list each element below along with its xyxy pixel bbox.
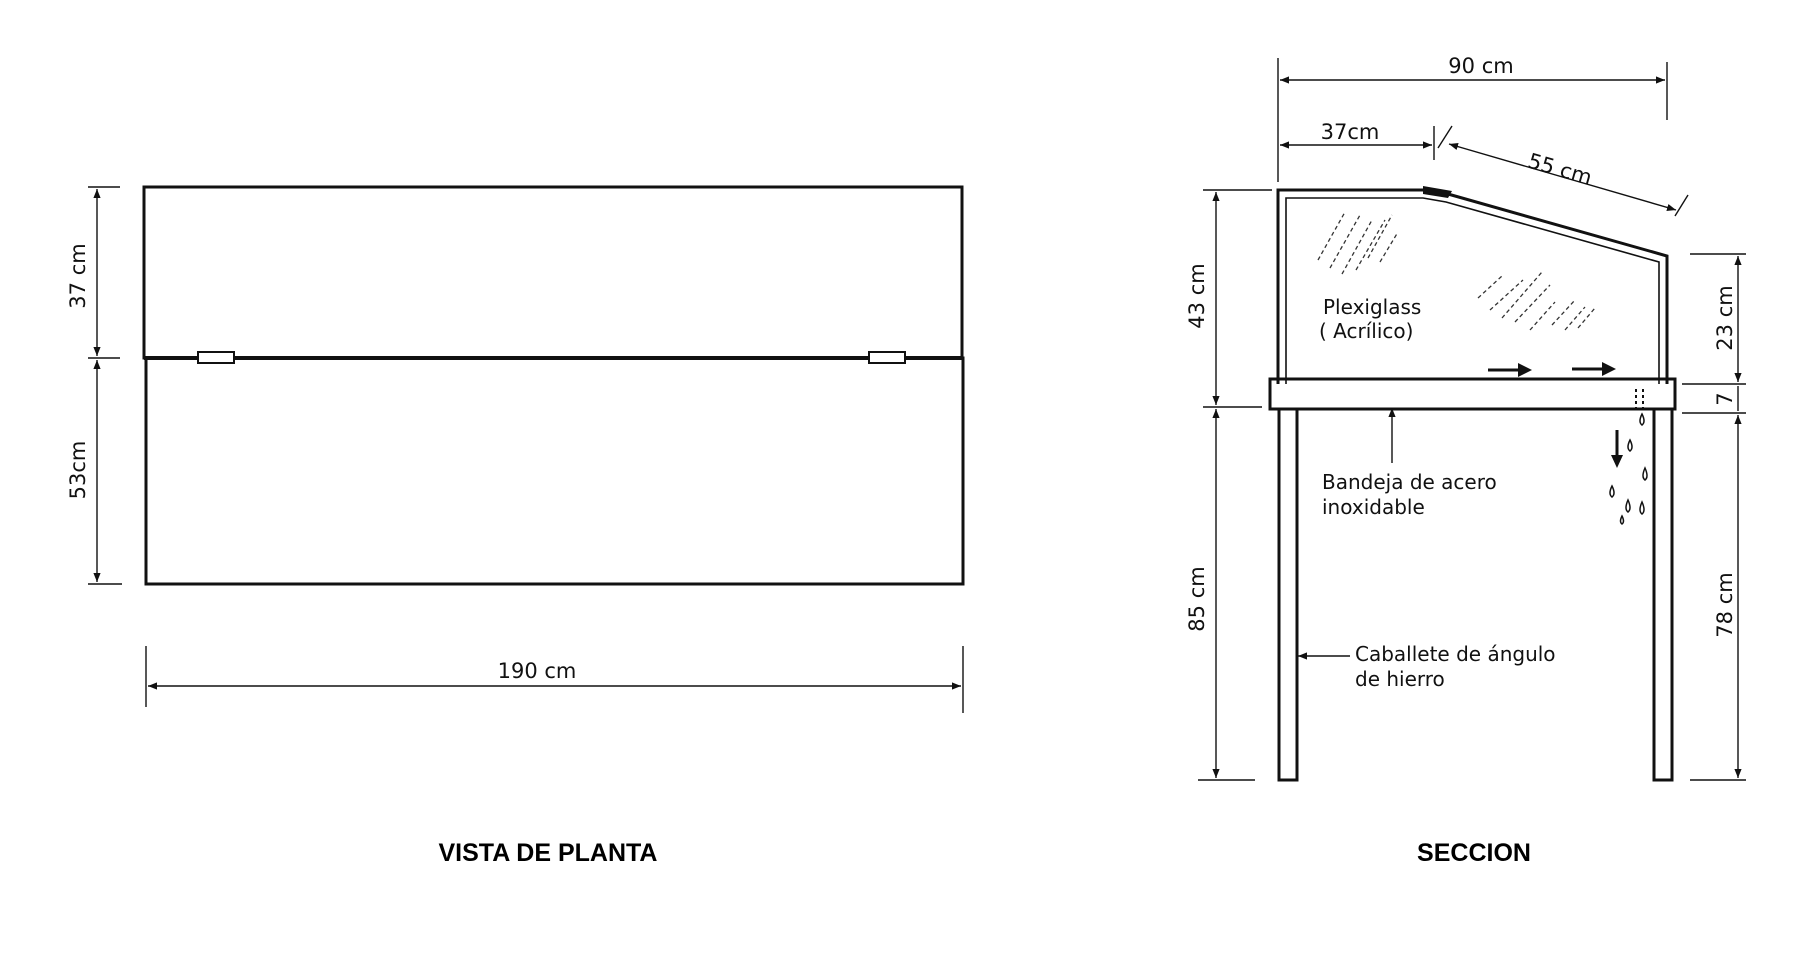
label-stand-line1: Caballete de ángulo (1355, 642, 1556, 666)
sec-dim-flat-label: 37cm (1320, 120, 1380, 144)
plan-dim-top-label: 37 cm (66, 243, 90, 309)
sec-dim-total-label: 90 cm (1448, 54, 1514, 78)
sec-dim-cover-label: 43 cm (1185, 263, 1209, 329)
sec-dim-glass-label: 23 cm (1713, 285, 1737, 351)
hinge-right (869, 352, 905, 363)
cover-frame-inner (1286, 198, 1659, 384)
glass-reflection-right (1478, 272, 1595, 330)
plan-view-title: VISTA DE PLANTA (438, 839, 658, 867)
plan-dim-width-label: 190 cm (497, 659, 577, 683)
steel-tray (1270, 379, 1675, 409)
plan-top-panel (144, 187, 962, 358)
plan-bottom-panel (146, 358, 963, 584)
sec-dim-rlegs-label: 78 cm (1713, 572, 1737, 638)
plan-dim-bottom-label: 53cm (66, 440, 90, 500)
sec-dim-legs-label: 85 cm (1185, 566, 1209, 632)
hinge-left (198, 352, 234, 363)
sec-dim-slope-label: 55 cm (1525, 148, 1595, 190)
leg-right (1654, 409, 1672, 780)
label-stand-line2: de hierro (1355, 667, 1445, 691)
glass-reflection-left (1318, 212, 1398, 274)
leg-left (1279, 409, 1297, 780)
section-view-title: SECCION (1417, 839, 1531, 867)
cover-frame-outer (1278, 190, 1667, 384)
drip-drops (1610, 414, 1647, 524)
label-plexiglass-line1: Plexiglass (1323, 295, 1422, 319)
label-tray-line1: Bandeja de acero (1322, 470, 1497, 494)
plan-view (66, 187, 963, 867)
label-plexiglass-line2: ( Acrílico) (1319, 319, 1414, 343)
cover-hinge (1423, 186, 1452, 198)
flow-arrows (1488, 362, 1616, 377)
sec-dim-tray-label: 7 (1713, 392, 1737, 406)
section-view (1185, 54, 1746, 867)
label-tray-line2: inoxidable (1322, 495, 1425, 519)
sec-slope-tick-b (1675, 195, 1688, 216)
